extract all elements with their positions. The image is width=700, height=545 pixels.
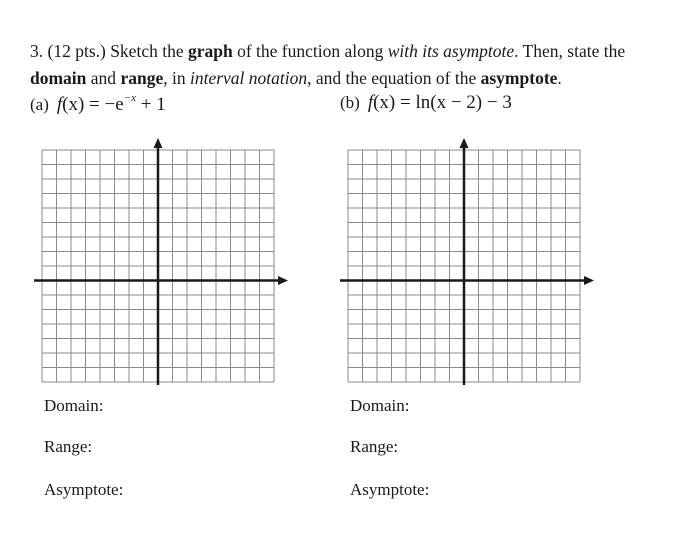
- question-points: (12 pts.): [47, 41, 106, 61]
- question-text-part: .: [557, 68, 562, 88]
- question-text-part: of the function along: [237, 41, 384, 61]
- italic-with-its-asymptote: with its asymptote: [387, 41, 515, 61]
- graph-grid-b[interactable]: [338, 135, 598, 385]
- y-axis-arrow-icon: [154, 138, 163, 148]
- part-a-rhs: + 1: [136, 94, 166, 115]
- grid-svg-a[interactable]: [32, 135, 292, 385]
- part-b-label: (b): [340, 93, 360, 112]
- part-b-lhs: (x) = ln(x − 2) − 3: [373, 92, 512, 113]
- bold-range: range: [120, 68, 164, 88]
- function-name: f: [367, 92, 374, 113]
- question-text-part: Sketch the: [110, 41, 184, 61]
- part-b-function: [340, 92, 512, 114]
- domain-label-a: Domain:: [44, 396, 104, 415]
- graph-grid-a[interactable]: [32, 135, 292, 385]
- grid-svg-b[interactable]: [338, 135, 598, 385]
- bold-asymptote: asymptote: [480, 68, 558, 88]
- question-text-part: , in: [163, 68, 186, 88]
- asymptote-label-b: Asymptote:: [350, 480, 430, 499]
- question-text-part: , and the equation of the: [307, 68, 477, 88]
- question-text-part: and: [90, 68, 117, 88]
- function-name: f: [56, 94, 63, 115]
- x-axis-arrow-icon: [584, 276, 594, 285]
- range-label-a: Range:: [44, 437, 93, 456]
- part-a-lhs: (x) = −e: [62, 94, 124, 115]
- part-a-function: [30, 92, 166, 116]
- italic-interval-notation: interval notation: [189, 68, 308, 88]
- domain-label-b: Domain:: [350, 396, 410, 415]
- bold-domain: domain: [30, 68, 87, 88]
- asymptote-label-a: Asymptote:: [44, 480, 124, 499]
- range-label-b: Range:: [350, 437, 399, 456]
- y-axis-arrow-icon: [460, 138, 469, 148]
- question-text: [30, 38, 695, 92]
- part-a-label: (a): [30, 95, 49, 114]
- x-axis-arrow-icon: [278, 276, 288, 285]
- bold-graph: graph: [187, 41, 233, 61]
- question-text-part: . Then, state the: [514, 41, 626, 61]
- question-number: 3.: [30, 41, 44, 61]
- part-a-exponent: −x: [123, 92, 136, 104]
